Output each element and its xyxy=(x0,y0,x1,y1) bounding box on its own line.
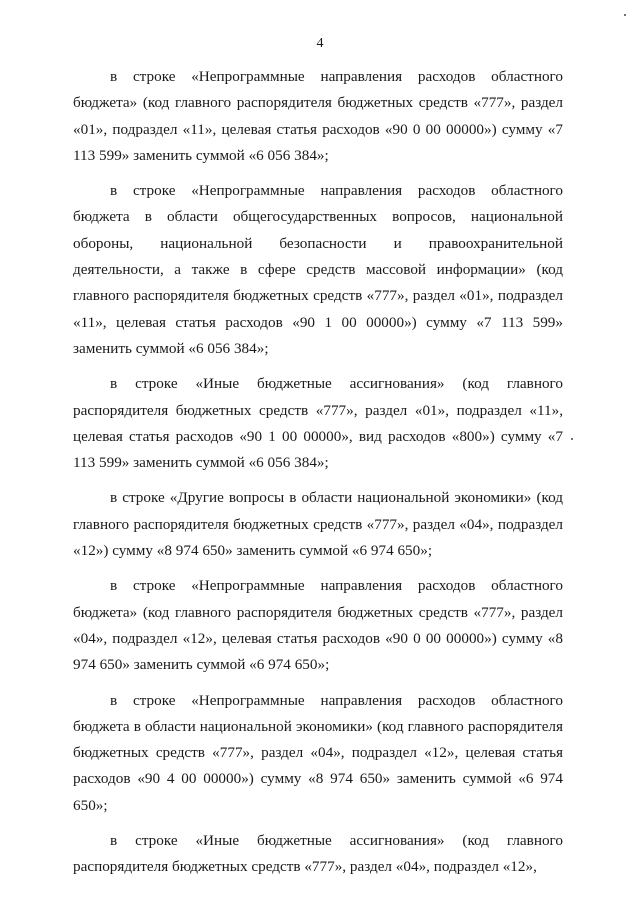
amendment-paragraph-6: в строке «Непрограммные направления расходов областного бюджета в области национальной экономики» (код главного распорядителя бюджетных средств «777», раздел «04», подраздел «12», целевая статья расходов «90 4 00 00000») сумму «8 974 650» заменить суммой «6 974 650»; xyxy=(73,691,563,814)
amendment-paragraph-3: в строке «Иные бюджетные ассигнования» (код главного распорядителя бюджетных средств «777», раздел «01», подраздел «11», целевая статья расходов «90 1 00 00000», вид расходов «800») сумму «7 113 599» заменить суммой «6 056 384»; xyxy=(73,375,563,472)
amendment-paragraph-2: в строке «Непрограммные направления расходов областного бюджета в области общегосударственных вопросов, национальной обороны, национальной безопасности и правоохранительной деятельности, а также в сфере средств массовой информации» (код главного распорядителя бюджетных средств «777», раздел «01», подраздел «11», целевая статья расходов «90 1 00 00000») сумму «7 113 599» заменить суммой «6 056 384»; xyxy=(73,182,563,357)
page-number: 4 xyxy=(316,36,324,51)
scan-speck xyxy=(624,14,626,16)
amendment-paragraph-7: в строке «Иные бюджетные ассигнования» (код главного распорядителя бюджетных средств «777», раздел «04», подраздел «12», xyxy=(73,832,563,876)
amendment-paragraph-1: в строке «Непрограммные направления расходов областного бюджета» (код главного распорядителя бюджетных средств «777», раздел «01», подраздел «11», целевая статья расходов «90 0 00 00000») сумму «7 113 599» заменить суммой «6 056 384»; xyxy=(73,68,563,164)
document-body xyxy=(73,64,563,890)
amendment-paragraph-4: в строке «Другие вопросы в области национальной экономики» (код главного распорядителя бюджетных средств «777», раздел «04», подраздел «12») сумму «8 974 650» заменить суммой «6 974 650»; xyxy=(73,489,563,560)
scan-speck xyxy=(571,438,573,440)
amendment-paragraph-5: в строке «Непрограммные направления расходов областного бюджета» (код главного распорядителя бюджетных средств «777», раздел «04», подраздел «12», целевая статья расходов «90 0 00 00000») сумму «8 974 650» заменить суммой «6 974 650»; xyxy=(73,577,563,674)
